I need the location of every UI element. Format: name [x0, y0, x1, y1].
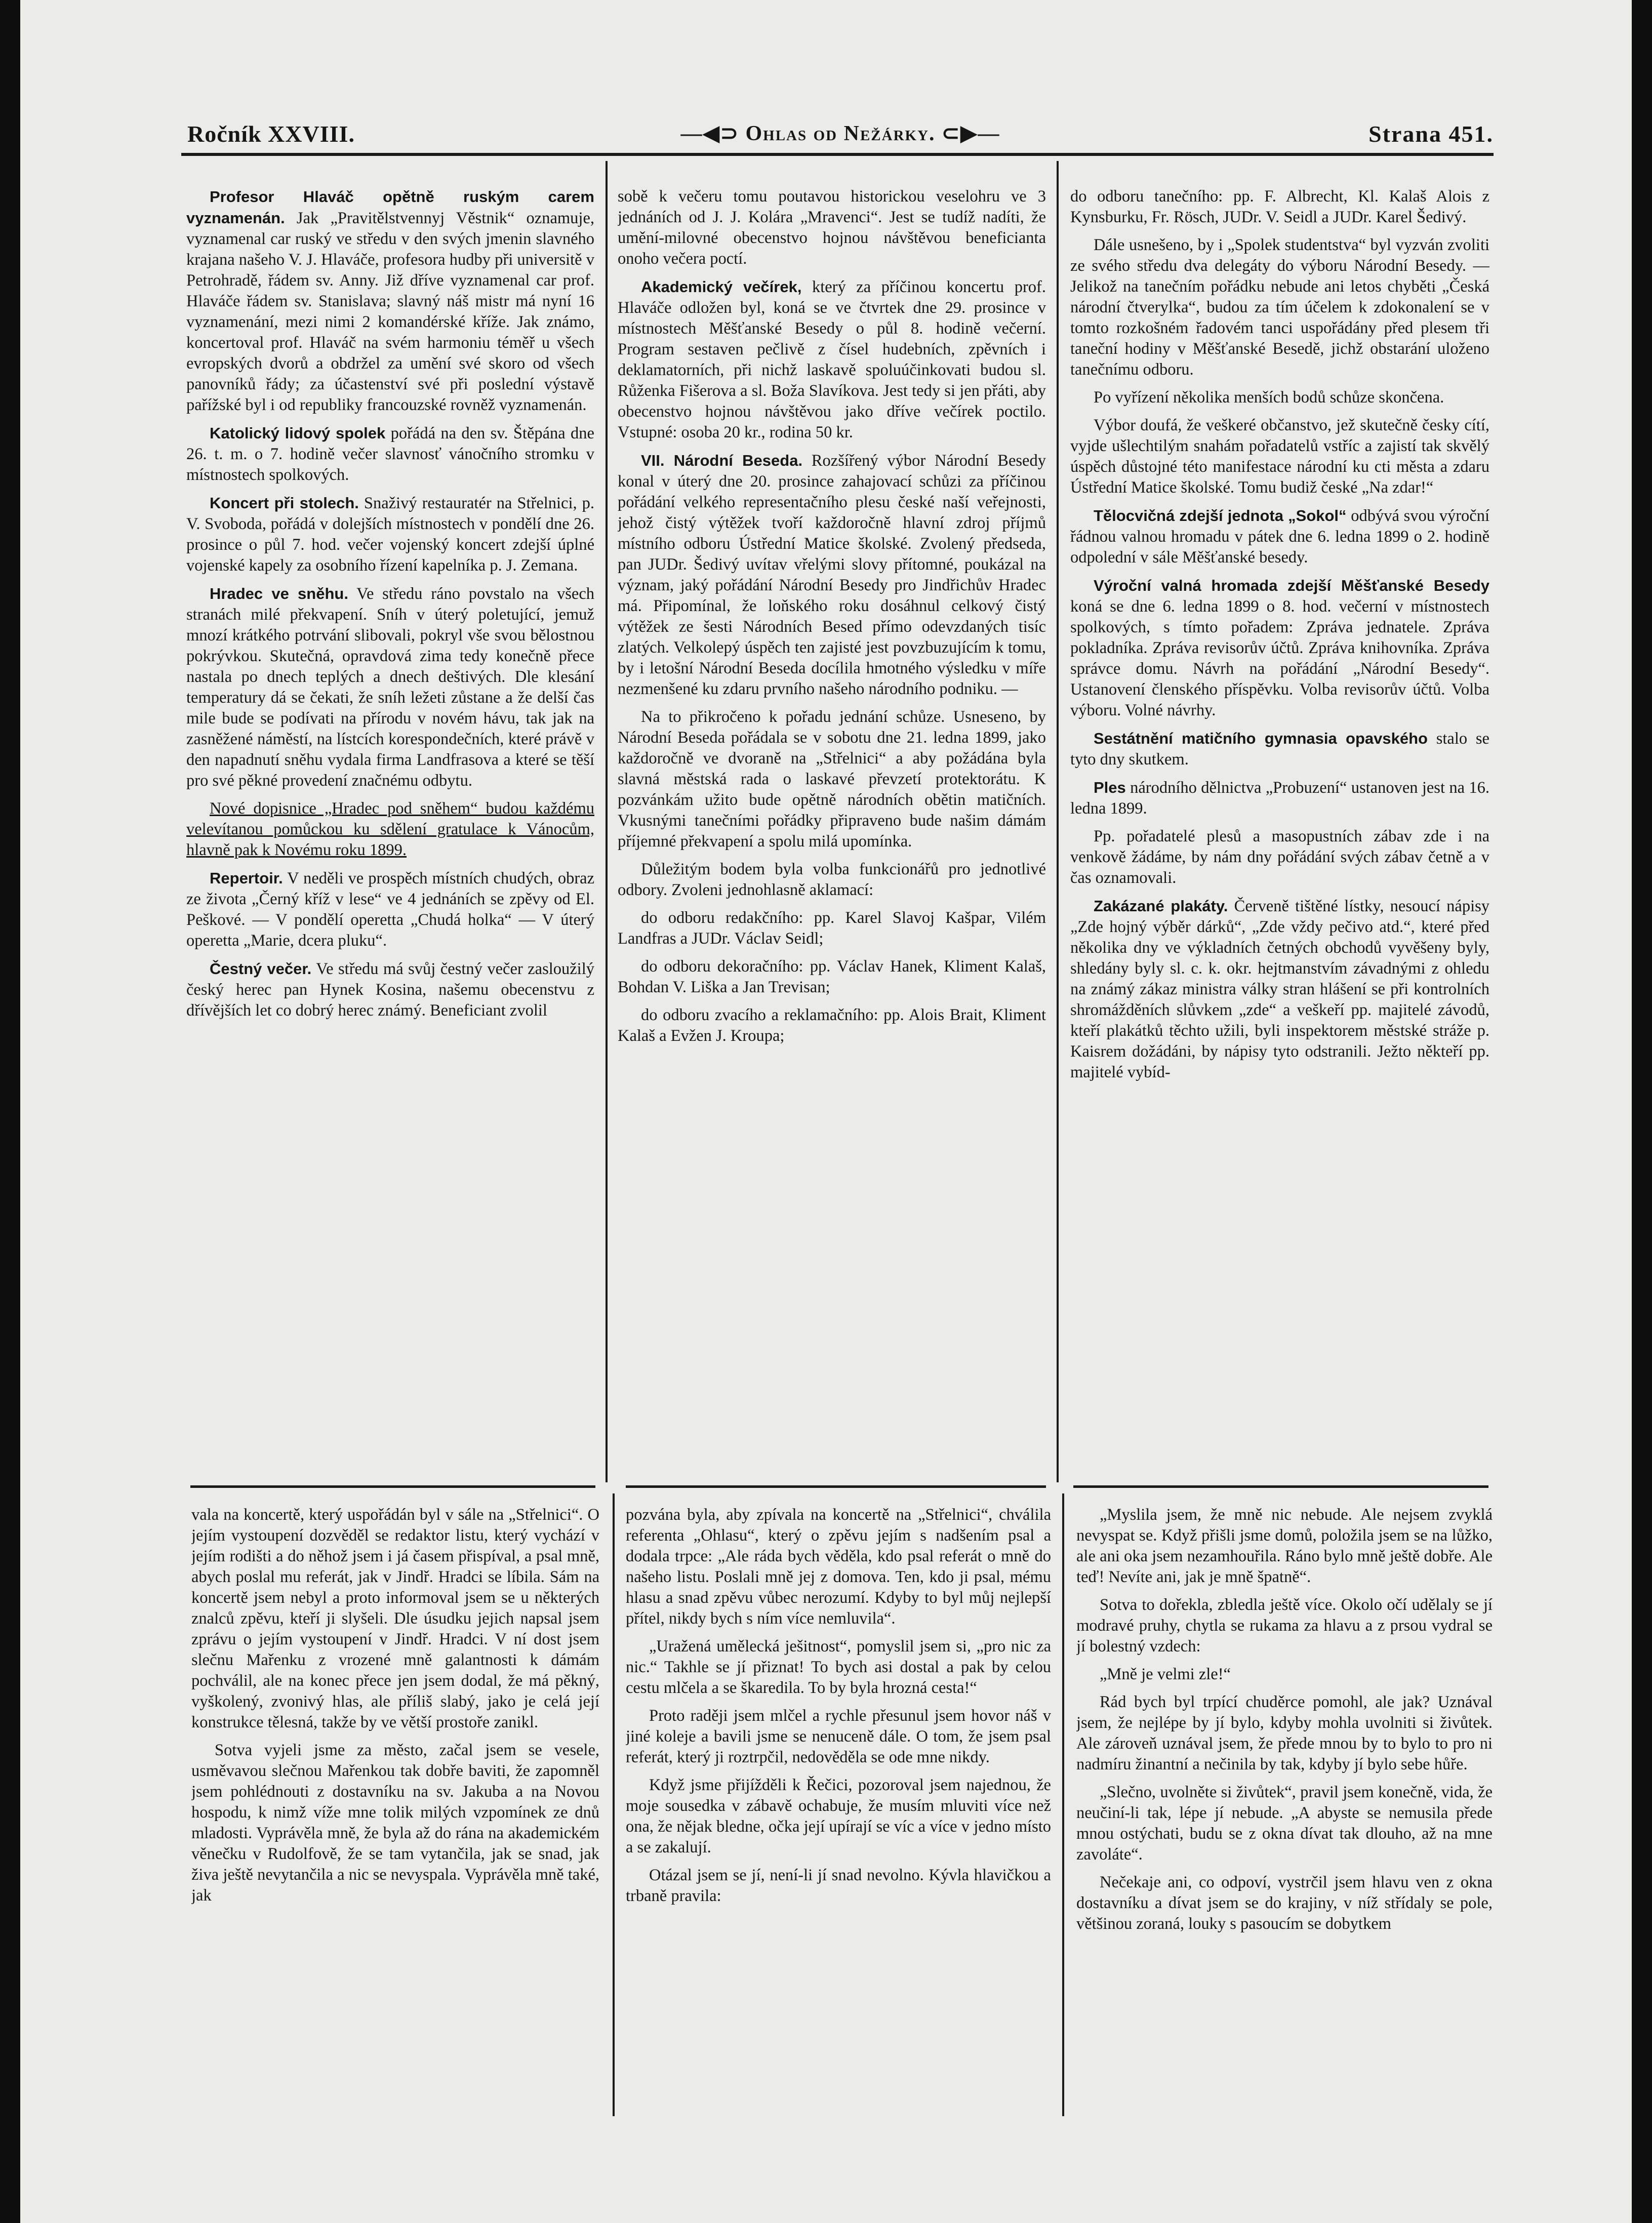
paragraph — [618, 1005, 1046, 1046]
article-text: odbývá svou výroční řádnou valnou hromadu v pátek dne 6. ledna 1899 o 2. hodině odpolední v sále Měšťanské besedy. — [1070, 507, 1489, 567]
paragraph — [1076, 1505, 1493, 1588]
article-text: který za příčinou koncertu prof. Hlaváče odložen byl, koná se ve čtvrtek dne 29. prosince v místnostech Měšťanské Besedy o půl 8. hodině večerní. Program sestaven pečlivě z čísel hudebních, zpěvních i deklamatorních, při nichž laskavě spoluúčinkovati budou sl. Růženka Fišerova a sl. Boža Slavíkova. Jest tedy si jen přáti, aby obecenstvo hojnou návštěvou jako dříve večírek poctilo. Vstupné: osoba 20 kr., rodina 50 kr. — [618, 278, 1046, 441]
article-text: Sotva vyjeli jsme za město, začal jsem se vesele, usměvavou slečnou Mařenkou tak dobře baviti, že zapomněl jsem pohlédnouti z dostavníku na sv. Jakuba a na Novou hospodu, k nimž víže mne tolik milých vzpomínek ze dnů mladosti. Vyprávěla mně, že byla až do rána na akademickém věnečku v Rudolfově, že se tam vytančila, jak se snad, jak živa ještě nevytančila a nic se nevyspala. Vyprávěla mně také, jak — [191, 1741, 599, 1905]
article-text: stalo se tyto dny skutkem. — [1070, 730, 1489, 769]
article-text: „Slečno, uvolněte si živůtek“, pravil jsem konečně, vida, že neučiní-li tak, lépe jí nebude. „A abyste se nemusila přede mnou ostýchati, budu se z okna dívat tak dlouho, až na mne zavoláte“. — [1076, 1783, 1493, 1864]
article-text: do odboru tanečního: pp. F. Albrecht, Kl. Kalaš Alois z Kynsburku, Fr. Rösch, JUDr. V. Seidl a JUDr. Karel Šedivý. — [1070, 187, 1489, 226]
article-text: pořádá na den sv. Štěpána dne 26. t. m. o 7. hodině večer slavnosť vánočního stromku v místnostech spolkových. — [186, 424, 594, 484]
article-text: Výbor doufá, že veškeré občanstvo, jež skutečně česky cítí, vyjde ušlechtilým snahám pořadatelů vstříc a zajistí tak skvělý úspěch důstojné této manifestace národní ku cti města a zdaru Ústřední Matice školské. Tomu budiž české „Na zdar!“ — [1070, 416, 1489, 497]
article-text: Rozšířený výbor Národní Besedy konal v úterý dne 20. prosince zahajovací schůzi za příčinou pořádání velkého representačního plesu české naší veřejnosti, jehož čistý výtěžek tvoří každoročně hlavní zdroj příjmů místního odboru Ústřední Matice školské. Zvolený předseda, pan JUDr. Šedivý uvítav vřelými slovy přítomné, poukázal na význam, jaký pořádání Národní Besedy pro Jindřichův Hradec má. Připomínal, že loňského roku dosáhnul celkový čistý výtěžek ze šesti Národních Besed přímo odevzdaných tisíc zlatých. Velkolepý úspěch ten zajisté jest povzbuzujícím k tomu, by i letošní Národní Beseda docílila hmotného výsledku v míře nezmenšené ku zdaru prvního našeho národního podniku. — — [618, 452, 1046, 698]
section-separator-1 — [190, 1485, 595, 1488]
page-number: Strana 451. — [1368, 121, 1494, 147]
newspaper-page — [20, 0, 1632, 2223]
article-text: Otázal jsem se jí, není-li jí snad nevolno. Kývla hlavičkou a trbaně pravila: — [626, 1866, 1051, 1905]
paragraph — [618, 186, 1046, 269]
paragraph — [1070, 387, 1489, 408]
paragraph — [191, 1505, 599, 1733]
article-heading: Koncert při stolech. — [210, 494, 359, 512]
article-text: vala na koncertě, který uspořádán byl v sále na „Střelnici“. O jejím vystoupení dozvěděl se redaktor listu, který vychází v jejím rodišti a do něhož jsem i já časem přispíval, a psal mně, abych poslal mu referát, jak v Jindř. Hradci se líbila. Sám na koncertě jsem nebyl a proto informoval jsem se u některých znalců zpěvu, kteří ji slyšeli. Dle úsudku jejich napsal jsem zprávu o jejím vystoupení v Jindř. Hradci. V ní dost jsem slečnu Mařenku z vrozené mně galantnosti k dámám pochválil, ale na konec přece jen jsem dodal, že má pěkný, vyškolený, zvonivý hlas, ale příliš slabý, jako je celá její konstrukce tělesná, takže by ve větší prostoře zanikl. — [191, 1506, 599, 1731]
paragraph — [186, 423, 594, 486]
paragraph — [1070, 777, 1489, 819]
paragraph — [1076, 1782, 1493, 1865]
paragraph — [1070, 826, 1489, 888]
paragraph — [618, 859, 1046, 901]
article-text: pozvána byla, aby zpívala na koncertě na „Střelnici“, chválila referenta „Ohlasu“, který o zpěvu jejím s nadšením psal a dodala trpce: „Ale ráda bych věděla, kdo psal referát o mně do našeho listu. Poslali mně jej z domova. Ten, kdo ji psal, mému hlasu a snad zpěvu vůbec nerozumí. Kdyby to byl můj nejlepší přítel, nikdy bych s ním více nemluvila“. — [626, 1506, 1051, 1628]
article-text: Nečekaje ani, co odpoví, vystrčil jsem hlavu ven z okna dostavníku a dívat jsem se do krajiny, v níž střídaly se pole, většinou zoraná, louky s pasoucím se dobytkem — [1076, 1873, 1493, 1933]
feuilleton-column-1 — [191, 1505, 599, 2117]
article-text: Ve středu má svůj čestný večer zasloužilý český herec pan Hynek Kosina, našemu obecenstvu z dřívějších let co dobrý herec známý. Beneficiant zvolil — [186, 960, 594, 1020]
paragraph — [186, 798, 594, 861]
feuilleton-column-3 — [1076, 1505, 1493, 2117]
article-heading: Repertoir. — [210, 869, 283, 887]
article-heading: VII. Národní Beseda. — [641, 452, 803, 469]
masthead-title: —◀⊃ Ohlas od Nežárky. ⊂▶— — [680, 122, 1000, 145]
article-text: „Myslila jsem, že mně nic nebude. Ale nejsem zvyklá nevyspat se. Když přišli jsme domů, položila jsem se na lůžko, ale ani oka jsem nezamhouřila. Ráno bylo mně ještě dobře. Ale teď! Nevíte ani, jak je mně špatně“. — [1076, 1506, 1493, 1586]
article-text: Sotva to dořekla, zbledla ještě více. Okolo očí udělaly se jí modravé pruhy, chytla se rukama za hlavu a z prsou vydral se jí bolestný vzdech: — [1076, 1596, 1493, 1655]
article-heading: Ples — [1094, 779, 1126, 796]
paragraph — [186, 958, 594, 1021]
article-text: Ve středu ráno povstalo na všech stranách milé překvapení. Sníh v úterý poletující, jemuž mnozí krátkého potrvání slibovali, pokryl vše svou bělostnou pokrývkou. Skutečná, opravdová zima tedy konečně přece nastala po dnech teplých a dnech deštivých. Dle klesání temperatury dá se čekati, že sníh ležeti zůstane a že delší čas mile bude se podívati na přírodu v novém hávu, tak jak na zasněžené náměstí, na lístcích korespondečních, které právě v den napadnutí sněhu vydala firma Landfrasova a které se těší pro své pěkné provedení značnému odbytu. — [186, 585, 594, 790]
paragraph — [186, 583, 594, 791]
feuilleton-column-2 — [626, 1505, 1051, 2117]
article-text: „Uražená umělecká ješitnost“, pomyslil jsem si, „pro nic za nic.“ Takhle se jí přiznat! To bych asi dostal a pak by celou cestu mlčela a se škaredila. To by byla hrozná cesta!“ — [626, 1637, 1051, 1697]
article-text: V neděli ve prospěch místních chudých, obraz ze života „Černý kříž v lese“ ve 4 jednáních se zpěvy od El. Peškové. — V pondělí operetta „Chudá holka“ — V úterý operetta „Marie, dcera pluku“. — [186, 869, 594, 950]
header-rule — [181, 153, 1494, 156]
article-text: Rád bych byl trpící chuděrce pomohl, ale jak? Uznával jsem, že nejlépe by jí bylo, kdyby mohla uvolniti si živůtek. Ale zároveň uznával jsem, že přede mnou by to bylo to pro ni nadmíru žinantní a nečinila by tak, kdyby jí bylo sebe hůře. — [1076, 1693, 1493, 1773]
article-heading: Zakázané plakáty. — [1094, 897, 1228, 915]
article-text: Jak „Pravitělstvennyj Věstnik“ oznamuje, vyznamenal car ruský ve středu v den svých jmenin slavného krajana našeho V. J. Hlaváče, profesora hudby při universitě v Petrohradě, řádem sv. Anny. Již dříve vyznamenal car prof. Hlaváče řádem sv. Stanislava; slavný náš mistr má nyní 16 vyznamenání, mezi nimi 2 komandérské kříže. Jak známo, koncertoval prof. Hlaváč na svém harmoniu téměř u všech evropských dvorů a obdržel za umění své skoro od všech panovníků řády; za účastenství své při poslední výstavě pařížské byl i od republiky francouzské rovněž vyznamenán. — [186, 209, 594, 414]
article-heading: Akademický večírek, — [641, 278, 802, 296]
article-text: do odboru zvacího a reklamačního: pp. Alois Brait, Kliment Kalaš a Evžen J. Kroupa; — [618, 1006, 1046, 1045]
article-text: Červeně tištěné lístky, nesoucí nápisy „Zde hojný výběr dárků“, „Zde vždy pečivo atd.“, které před několika dny ve výkladních četných obchodů vyvěšeny byly, shledány byly sl. c. k. okr. hejtmanstvím závadnými z ohledu na známý zákaz ministra války stran hlášení se při kontrolních shromážděních slůvkem „zde“ a veškeří pp. majitelé závodů, kteří plakátků těchto užili, byli inspektorem městské stráže p. Kaisrem dožádáni, by nápisy tyto odstranili. Ježto někteří pp. majitelé vybíd- — [1070, 897, 1489, 1081]
article-heading: Sestátnění matičního gymnasia opavského — [1094, 730, 1428, 747]
paragraph — [1070, 728, 1489, 770]
paragraph — [186, 186, 594, 416]
article-text: do odboru dekoračního: pp. Václav Hanek, Kliment Kalaš, Bohdan V. Liška a Jan Trevisan; — [618, 957, 1046, 996]
paragraph — [1076, 1664, 1493, 1685]
article-text: Snaživý restauratér na Střelnici, p. V. Svoboda, pořádá v dolejších místnostech v pondělí dne 26. prosince o půl 7. hod. večer vojenský koncert zdejší úplné vojenské kapely za osobního řízení kapelníka p. J. Zemana. — [186, 494, 594, 575]
paragraph — [1070, 575, 1489, 721]
paragraph — [1070, 415, 1489, 498]
article-text: Na to přikročeno k pořadu jednání schůze. Usneseno, by Národní Beseda pořádala se v sobotu dne 21. ledna 1899, jako každoročně ve dvoraně na „Střelnici“ a aby požádána byla slavná městská rada o laskavé převzetí protektorátu. K pozvánkám užito bude opětně národních obětin matičních. Vkusnými tanečními pořádky připraveno bude našim dámám příjemné překvapení a spolu milá upomínka. — [618, 708, 1046, 851]
article-heading: Profesor Hlaváč opětně ruským carem vyznamenán. — [186, 188, 594, 227]
paragraph — [626, 1636, 1051, 1699]
article-text: Po vyřízení několika menších bodů schůze skončena. — [1094, 388, 1444, 407]
paragraph — [618, 450, 1046, 700]
article-heading: Katolický lidový spolek — [210, 424, 386, 442]
paragraph — [186, 868, 594, 951]
article-text: Dále usnešeno, by i „Spolek studentstva“ byl vyzván zvoliti ze svého středu dva delegáty do výboru Národní Besedy. — Jelikož na tanečním pořádku nebude ani letos chyběti „Česká národní čtverylka“, budou za tím účelem k zdokonalení se v tomto rozkošném řadovém tanci uspořádány před plesem tři taneční hodiny v Měšťanské Besedě, jichž obstarání uloženo tanečnímu odboru. — [1070, 236, 1489, 379]
section-separator-2 — [626, 1485, 1046, 1488]
paragraph — [626, 1865, 1051, 1907]
paragraph — [186, 493, 594, 576]
paragraph — [1070, 235, 1489, 380]
column-divider-1 — [606, 161, 608, 1482]
paragraph — [626, 1706, 1051, 1768]
paragraph — [618, 956, 1046, 998]
article-text: Pp. pořadatelé plesů a masopustních zábav zde i na venkově žádáme, by nám dny pořádání svých zábav četně a v čas oznamovali. — [1070, 827, 1489, 887]
paragraph — [618, 276, 1046, 443]
paragraph — [618, 707, 1046, 852]
paragraph — [626, 1775, 1051, 1858]
column-divider-4 — [1062, 1493, 1064, 2116]
paragraph — [1070, 505, 1489, 568]
paragraph — [1076, 1595, 1493, 1657]
paragraph — [1076, 1872, 1493, 1934]
article-text: sobě k večeru tomu poutavou historickou veselohru ve 3 jednáních od J. J. Kolára „Mravenci“. Jest se tudíž nadíti, že umění-milovné obecenstvo hojnou návštěvou beneficianta onoho večera poctí. — [618, 187, 1046, 268]
article-heading: Hradec ve sněhu. — [210, 585, 348, 602]
article-text: koná se dne 6. ledna 1899 o 8. hod. večerní v místnostech spolkových, s tímto pořadem: Zpráva jednatele. Zpráva pokladníka. Zpráva revisorův účtů. Zpráva knihovníka. Zpráva správce domu. Návrh na pořádání „Národní Besedy“. Ustanovení členského příspěvku. Volba revisorův účtů. Volba výboru. Volné návrhy. — [1070, 597, 1489, 719]
paragraph — [1070, 186, 1489, 228]
column-1 — [186, 186, 594, 1478]
section-separator-3 — [1073, 1485, 1488, 1488]
article-text: Nové dopisnice „Hradec pod sněhem“ budou každému velevítanou pomůckou ku sdělení gratulace k Vánocům, hlavně pak k Novému roku 1899. — [186, 799, 594, 859]
article-heading: Čestný večer. — [210, 960, 312, 978]
column-3 — [1070, 186, 1489, 1478]
article-text: Důležitým bodem byla volba funkcionářů pro jednotlivé odbory. Zvoleni jednohlasně aklamací: — [618, 860, 1046, 899]
paragraph — [626, 1505, 1051, 1629]
article-text: do odboru redakčního: pp. Karel Slavoj Kašpar, Vilém Landfras a JUDr. Václav Seidl; — [618, 909, 1046, 948]
paragraph — [1076, 1692, 1493, 1775]
article-text: „Mně je velmi zle!“ — [1100, 1665, 1231, 1683]
article-text: Když jsme přijížděli k Řečici, pozoroval jsem najednou, že moje sousedka v zábavě ochabuje, že musím mluviti více než ona, že nějak bledne, očka její upírají se víc a více v jedno místo a se zakalují. — [626, 1776, 1051, 1856]
volume-label: Ročník XXVIII. — [187, 121, 355, 147]
paragraph — [618, 908, 1046, 949]
paragraph — [191, 1740, 599, 1906]
article-heading: Tělocvičná zdejší jednota „Sokol“ — [1094, 507, 1347, 524]
article-text: národního dělnictva „Probuzení“ ustanoven jest na 16. ledna 1899. — [1070, 779, 1489, 818]
article-text: Proto raději jsem mlčel a rychle přesunul jsem hovor náš v jiné koleje a bavili jsme se nenuceně dále. O tom, že jsem psal referát, který ji roztrpčil, nedověděla se ode mne nikdy. — [626, 1707, 1051, 1766]
column-divider-2 — [1057, 161, 1059, 1482]
paragraph — [1070, 896, 1489, 1083]
column-divider-3 — [613, 1493, 615, 2116]
column-2 — [618, 186, 1046, 1478]
article-heading: Výroční valná hromada zdejší Měšťanské Besedy — [1094, 577, 1489, 594]
